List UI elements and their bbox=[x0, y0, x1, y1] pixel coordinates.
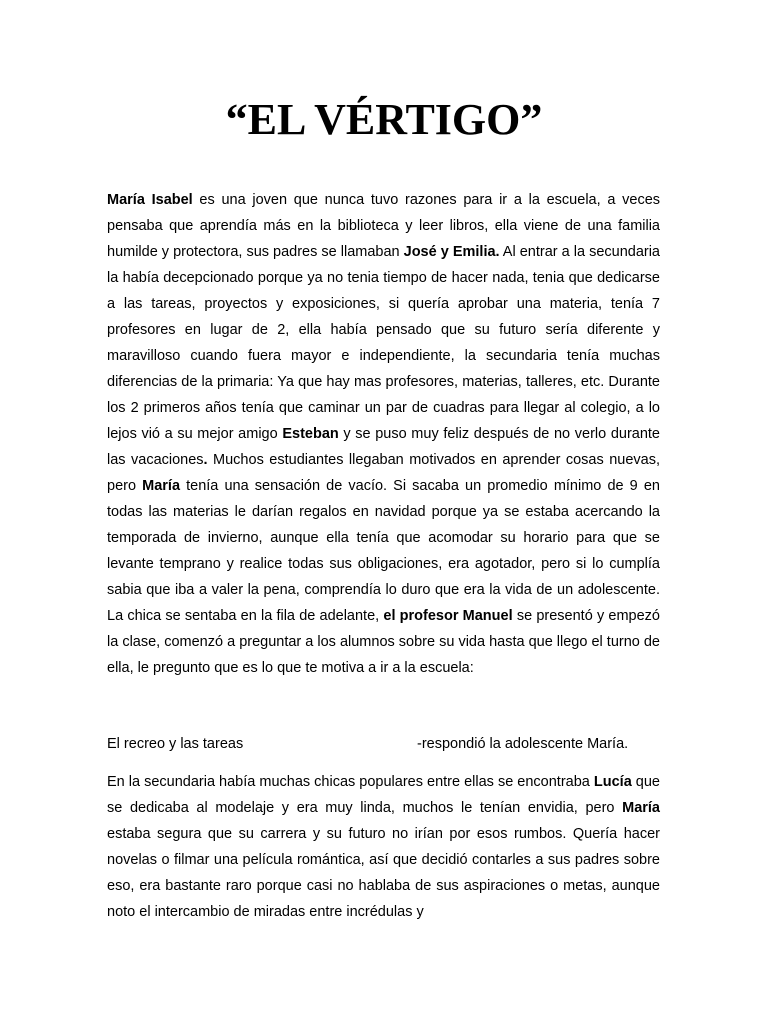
name-lucia: Lucía bbox=[593, 774, 632, 790]
bold-period: . bbox=[203, 452, 208, 468]
name-jose-emilia: José y Emilia. bbox=[403, 244, 500, 260]
paragraph-1-text-f: se presentó y empezó la clase, comenzó a preguntar a los alumnos sobre su vida hasta que llego el turno de ella, le pregunto que es lo que te motiva a ir a la escuela: bbox=[107, 608, 660, 676]
paragraph-1-text-c: y se puso muy feliz después de no verlo durante las vacaciones bbox=[107, 426, 660, 468]
paragraph-3-text-c: estaba segura que su carrera y su futuro no irían por esos rumbos. Quería hacer novelas o filmar una película romántica, así que decidió contarles a sus padres sobre eso, era bastante raro porque casi no hablaba de sus aspiraciones o metas, aunque noto el intercambio de miradas entre incrédulas y bbox=[107, 826, 660, 920]
dialogue-line bbox=[107, 731, 660, 757]
name-maria-2: María bbox=[622, 800, 660, 816]
name-maria-isabel: María Isabel bbox=[107, 192, 193, 208]
paragraph-1-text-a: es una joven que nunca tuvo razones para ir a la escuela, a veces pensaba que aprendía más en la biblioteca y leer libros, ella viene de una familia humilde y protectora, sus padres se llamaban bbox=[107, 192, 661, 260]
paragraph-1-text-e: tenía una sensación de vacío. Si sacaba un promedio mínimo de 9 en todas las materias le darían regalos en navidad porque ya se estaba acercando la temporada de invierno, aunque ella tenía que acomodar su horario para que se levante temprano y realice todas sus obligaciones, era agotador, pero si lo cumplía sabia que iba a valer la pena, comprendía lo duro que era la vida de un adolescente. La chica se sentaba en la fila de adelante, bbox=[107, 478, 660, 624]
paragraph-3-text-a: En la secundaria había muchas chicas populares entre ellas se encontraba bbox=[107, 774, 594, 790]
paragraph-3-text-b: que se dedicaba al modelaje y era muy linda, muchos le tenían envidia, pero bbox=[107, 774, 660, 816]
dialogue-attribution: -respondió la adolescente María. bbox=[417, 736, 629, 752]
name-maria: María bbox=[142, 478, 181, 494]
name-profesor-manuel: el profesor Manuel bbox=[383, 608, 513, 624]
paragraph-1 bbox=[107, 187, 660, 681]
paragraph-3 bbox=[107, 769, 660, 925]
name-esteban: Esteban bbox=[282, 426, 339, 442]
dialogue-answer: El recreo y las tareas bbox=[107, 736, 244, 752]
paragraph-1-text-d: Muchos estudiantes llegaban motivados en aprender cosas nuevas, pero bbox=[107, 452, 660, 494]
paragraph-1-text-b: Al entrar a la secundaria la había decepcionado porque ya no tenia tiempo de hacer nada, tenia que dedicarse a las tareas, proyectos y exposiciones, si quería aprobar una materia, tenía 7 profesores en lugar de 2, ella había pensado que su futuro sería diferente y maravilloso cuando fuera mayor e independiente, la secundaria tenía muchas diferencias de la primaria: Ya que hay mas profesores, materias, talleres, etc. Durante los 2 primeros años tenía que caminar un par de cuadras para llegar al colegio, a lo lejos vió a su mejor amigo bbox=[107, 244, 660, 442]
document-title: “EL VÉRTIGO” bbox=[225, 95, 543, 144]
